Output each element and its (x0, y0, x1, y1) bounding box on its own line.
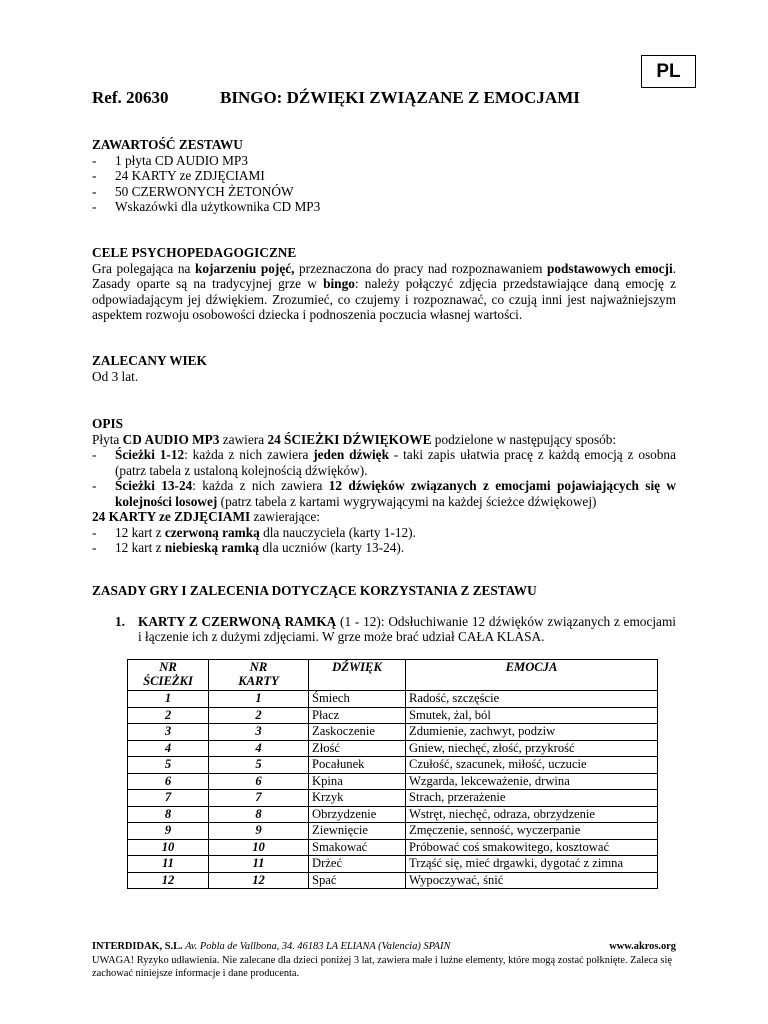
emotion-cell: Radość, szczęście (406, 691, 658, 708)
sound-cell: Pocałunek (309, 757, 406, 774)
track-number-cell: 8 (128, 806, 209, 823)
table-row (128, 757, 658, 774)
card-number-cell: 4 (209, 740, 309, 757)
list-item: - 24 KARTY ze ZDJĘCIAMI (92, 168, 676, 184)
table-row (128, 806, 658, 823)
emotion-cell: Zmęczenie, senność, wyczerpanie (406, 823, 658, 840)
emotion-cell: Wstręt, niechęć, odraza, obrzydzenie (406, 806, 658, 823)
sound-cell: Śmiech (309, 691, 406, 708)
emotion-cell: Trząść się, mieć drgawki, dygotać z zimna (406, 856, 658, 873)
emotions-table (127, 659, 658, 889)
track-number-cell: 12 (128, 872, 209, 889)
card-number-cell: 10 (209, 839, 309, 856)
table-row (128, 872, 658, 889)
list-item: - 12 kart z niebieską ramką dla uczniów (karty 13-24). (92, 540, 676, 556)
track-number-cell: 5 (128, 757, 209, 774)
track-number-cell: 6 (128, 773, 209, 790)
age-section (92, 353, 676, 384)
card-number-cell: 2 (209, 707, 309, 724)
card-number-cell: 11 (209, 856, 309, 873)
card-number-cell: 3 (209, 724, 309, 741)
track-number-cell: 7 (128, 790, 209, 807)
table-row (128, 724, 658, 741)
sound-cell: Krzyk (309, 790, 406, 807)
contents-section (92, 137, 676, 215)
track-number-cell: 11 (128, 856, 209, 873)
card-number-cell: 9 (209, 823, 309, 840)
card-number-cell: 5 (209, 757, 309, 774)
list-item: - Ścieżki 13-24: każda z nich zawiera 12 dźwięków związanych z emocjami pojawiających się w kolejności losowej (patrz tabela z kartami wygrywającymi na każdej ścieżce dźwiękowej) (92, 478, 676, 509)
emotion-cell: Smutek, żal, ból (406, 707, 658, 724)
website: www.akros.org (609, 941, 676, 952)
description-section (92, 416, 676, 556)
column-header: NR KARTY (209, 660, 309, 691)
sound-cell: Złość (309, 740, 406, 757)
language-badge: PL (641, 55, 696, 88)
track-number-cell: 9 (128, 823, 209, 840)
emotion-cell: Próbować coś smakowitego, kosztować (406, 839, 658, 856)
table-row (128, 691, 658, 708)
sound-cell: Spać (309, 872, 406, 889)
company-name: INTERDIDAK, S.L. (92, 941, 183, 952)
table-row (128, 707, 658, 724)
table-row (128, 856, 658, 873)
emotion-cell: Wypoczywać, śnić (406, 872, 658, 889)
sound-cell: Zaskoczenie (309, 724, 406, 741)
card-number-cell: 6 (209, 773, 309, 790)
list-item: - Ścieżki 1-12: każda z nich zawiera jeden dźwięk - taki zapis ułatwia pracę z każdą emocją z osobna (patrz tabela z ustaloną kolejnością dźwięków). (92, 447, 676, 478)
contents-heading: ZAWARTOŚĆ ZESTAWU (92, 137, 243, 152)
company-address: Av. Pobla de Vallbona, 34. 46183 LA ELIANA (Valencia) SPAIN (182, 941, 451, 952)
age-text: Od 3 lat. (92, 368, 139, 384)
track-number-cell: 10 (128, 839, 209, 856)
age-heading: ZALECANY WIEK (92, 353, 207, 368)
list-item: - Wskazówki dla użytkownika CD MP3 (92, 199, 676, 215)
footer (92, 940, 676, 981)
card-number-cell: 12 (209, 872, 309, 889)
table-row (128, 790, 658, 807)
goals-paragraph: Gra polegająca na kojarzeniu pojęć, przeznaczona do pracy nad rozpoznawaniem podstawowych emocji. Zasady oparte są na tradycyjnej grze w bingo: należy połączyć zdjęcia przedstawiające daną emocję z odpowiadającym jej dźwiękiem. Zrozumieć, co czujemy i rozpoznawać, co czują inni jest najważniejszym aspektem rozwoju osobowości dziecka i podnoszenia poczucia własnej wartości. (92, 260, 677, 322)
column-header: DŹWIĘK (309, 660, 406, 691)
emotion-cell: Wzgarda, lekceważenie, drwina (406, 773, 658, 790)
column-header: NR ŚCIEŻKI (128, 660, 209, 691)
table-row (128, 839, 658, 856)
card-number-cell: 8 (209, 806, 309, 823)
emotion-cell: Strach, przerażenie (406, 790, 658, 807)
emotion-cell: Zdumienie, zachwyt, podziw (406, 724, 658, 741)
sound-cell: Płacz (309, 707, 406, 724)
track-number-cell: 1 (128, 691, 209, 708)
safety-warning: UWAGA! Ryzyko udławienia. Nie zalecane dla dzieci poniżej 3 lat, zawiera małe i luźne elementy, które mogą zostać połknięte. Zaleca się zachować niniejsze informacje i dane producenta. (92, 954, 672, 979)
list-item: - 12 kart z czerwoną ramką dla nauczyciela (karty 1-12). (92, 525, 676, 541)
table-row (128, 740, 658, 757)
list-item: - 50 CZERWONYCH ŻETONÓW (92, 184, 676, 200)
list-item: - 1 płyta CD AUDIO MP3 (92, 153, 676, 169)
rule-item: 1. KARTY Z CZERWONĄ RAMKĄ (1 - 12): Odsłuchiwanie 12 dźwięków związanych z emocjami i łączenie ich z dużymi zdjęciami. W grze może brać udział CAŁA KLASA. (115, 613, 676, 644)
table-row (128, 773, 658, 790)
track-number-cell: 3 (128, 724, 209, 741)
track-number-cell: 4 (128, 740, 209, 757)
sound-cell: Drżeć (309, 856, 406, 873)
rules-section (92, 583, 676, 645)
description-heading: OPIS (92, 416, 124, 431)
table-row (128, 823, 658, 840)
reference-number: Ref. 20630 (92, 88, 169, 107)
card-number-cell: 1 (209, 691, 309, 708)
description-intro: Płyta CD AUDIO MP3 zawiera 24 ŚCIEŻKI DŹWIĘKOWE podzielone w następujący sposób: (92, 431, 617, 447)
sound-cell: Ziewnięcie (309, 823, 406, 840)
emotion-cell: Czułość, szacunek, miłość, uczucie (406, 757, 658, 774)
track-number-cell: 2 (128, 707, 209, 724)
goals-section (92, 245, 676, 323)
document-title-row (92, 88, 580, 108)
column-header: EMOCJA (406, 660, 658, 691)
document-title: BINGO: DŹWIĘKI ZWIĄZANE Z EMOCJAMI (220, 88, 580, 107)
goals-heading: CELE PSYCHOPEDAGOGICZNE (92, 245, 297, 260)
sound-cell: Kpina (309, 773, 406, 790)
card-number-cell: 7 (209, 790, 309, 807)
rules-heading: ZASADY GRY I ZALECENIA DOTYCZĄCE KORZYSTANIA Z ZESTAWU (92, 583, 537, 598)
sound-cell: Obrzydzenie (309, 806, 406, 823)
emotion-cell: Gniew, niechęć, złość, przykrość (406, 740, 658, 757)
cards-intro: 24 KARTY ze ZDJĘCIAMI zawierające: (92, 509, 320, 524)
table-header-row (128, 660, 658, 691)
sound-cell: Smakować (309, 839, 406, 856)
